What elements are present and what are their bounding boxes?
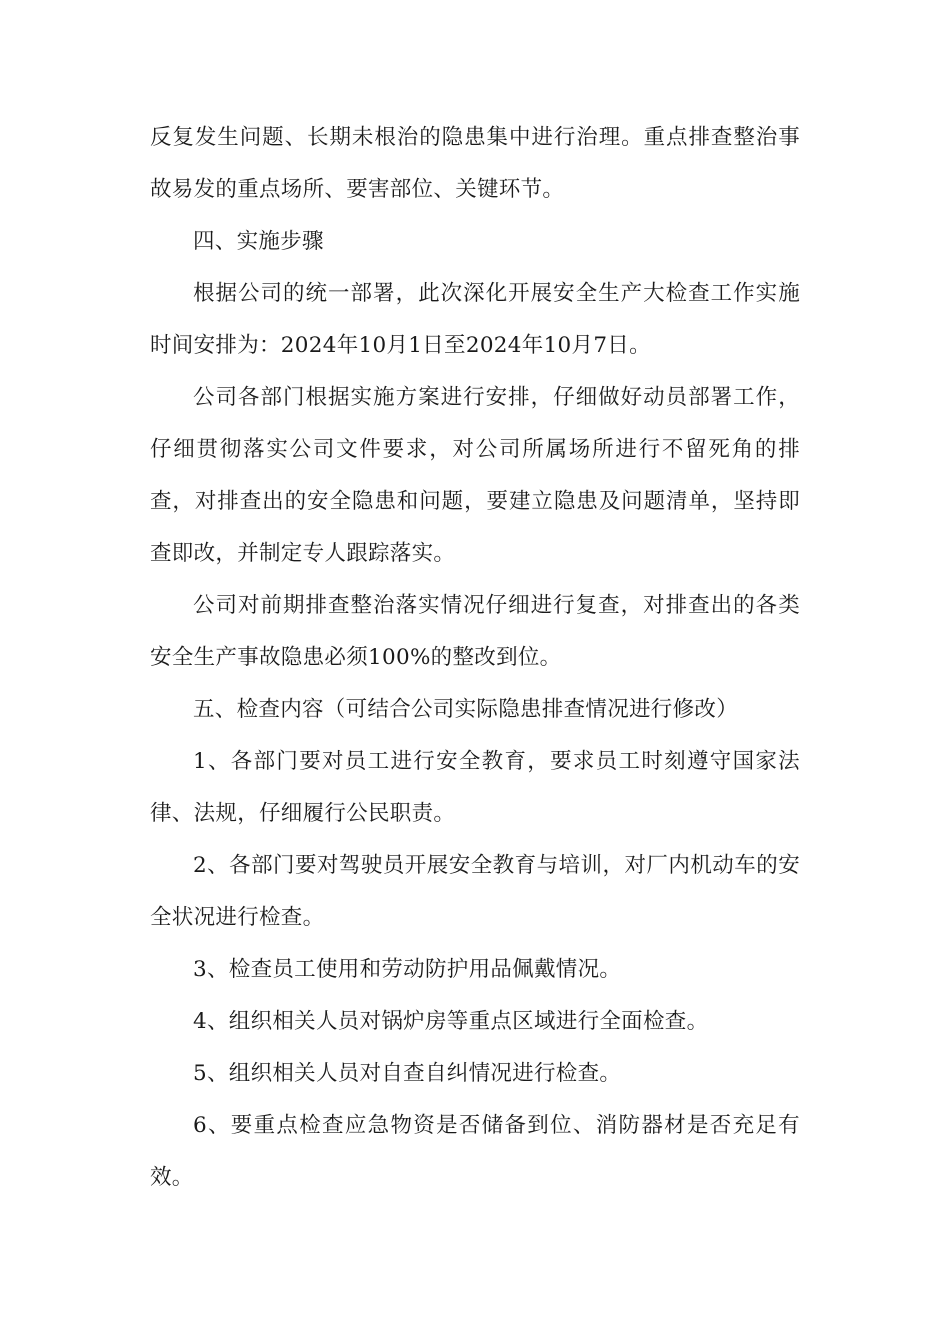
- paragraph-review: 公司对前期排查整治落实情况仔细进行复查，对排查出的各类安全生产事故隐患必须100%的整改到位。: [150, 593, 800, 670]
- list-item-4: 4、组织相关人员对锅炉房等重点区域进行全面检查。: [193, 1009, 709, 1034]
- list-item-5: 5、组织相关人员对自查自纠情况进行检查。: [193, 1061, 622, 1086]
- paragraph-continuation: 反复发生问题、长期未根治的隐患集中进行治理。重点排查整治事故易发的重点场所、要害部位、关键环节。: [150, 125, 800, 202]
- list-item-3: 3、检查员工使用和劳动防护用品佩戴情况。: [193, 957, 622, 982]
- paragraph-schedule: 根据公司的统一部署，此次深化开展安全生产大检查工作实施时间安排为：2024年10月1日至2024年10月7日。: [150, 281, 800, 358]
- list-item-1: 1、各部门要对员工进行安全教育，要求员工时刻遵守国家法律、法规，仔细履行公民职责。: [150, 749, 800, 826]
- list-item-6: 6、要重点检查应急物资是否储备到位、消防器材是否充足有效。: [150, 1113, 800, 1190]
- section-heading-implementation-steps: 四、实施步骤: [193, 229, 324, 254]
- document-body: [150, 112, 800, 1204]
- section-heading-inspection-content: 五、检查内容（可结合公司实际隐患排查情况进行修改）: [193, 697, 739, 722]
- list-item-2: 2、各部门要对驾驶员开展安全教育与培训，对厂内机动车的安全状况进行检查。: [150, 853, 800, 930]
- paragraph-department-arrangements: 公司各部门根据实施方案进行安排，仔细做好动员部署工作，仔细贯彻落实公司文件要求，对公司所属场所进行不留死角的排查，对排查出的安全隐患和问题，要建立隐患及问题清单，坚持即查即改，并制定专人跟踪落实。: [150, 385, 800, 566]
